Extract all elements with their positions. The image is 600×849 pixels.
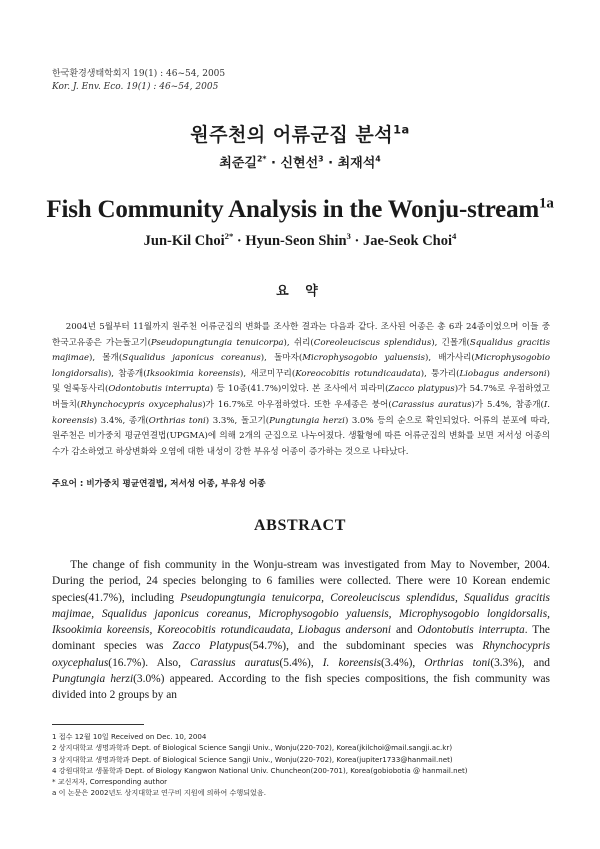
text-run: (3.0%) appeared. According to the fish species compositions, the fish community was divided into 2 groups by an: [52, 673, 550, 702]
text-run: (3.4%),: [381, 656, 425, 669]
korean-title: [0, 120, 600, 147]
footnote-line: a 이 논문은 2002년도 상지대학교 연구비 지원에 의하여 수행되었음.: [52, 788, 267, 798]
author-affiliation-mark: 3: [318, 154, 324, 164]
footnote-line: 2 상지대학교 생명과학과 Dept. of Biological Science Sangji Univ., Wonju(220-702), Korea(jkilchoi@mail.sangji.ac.kr): [52, 743, 453, 753]
species-name: Koreocobitis rotundicaudata: [295, 368, 421, 379]
species-name: Squalidus japonicus coreanus: [122, 353, 261, 364]
text-run: ), 퉁가리(: [420, 368, 460, 379]
english-abstract: [52, 557, 550, 704]
species-name: Coreoleuciscus splendidus: [313, 337, 432, 348]
author-separator: ·: [350, 233, 363, 249]
author-name: Hyun-Seon Shin: [245, 233, 347, 249]
journal-citation-english: Kor. J. Env. Eco. 19(1) : 46~54, 2005: [52, 82, 219, 92]
species-name: Odontobutis interrupta: [108, 384, 210, 395]
korean-abstract: [52, 320, 550, 460]
author-separator: ·: [233, 233, 246, 249]
text-run: and: [391, 624, 418, 637]
species-name: Pseudopungtungia tenuicorpa, Coreoleuciscus splendidus, Squalidus gracitis majimae, Squalidus japonicus coreanus, Microphysogobio yaluensis, Microphysogobio longidorsalis, Iksookimia koreensis, Koreocobitis rotundicaudata, Liobagus andersoni: [52, 591, 550, 637]
journal-citation: [52, 68, 225, 94]
author-name: Jun-Kil Choi: [143, 233, 225, 249]
footnote-line: 3 상지대학교 생명과학과 Dept. of Biological Science Sangji Univ., Wonju(220-702), Korea(jupiter1733@hanmail.net): [52, 754, 453, 764]
text-run: 2004년 5월부터 11월까지 원주천 어류군집의 변화를 조사한 결과는 다음과 같다. 조사된 어종은 총 6과 24종이었으며 이들 중 한국고유종은 가는돌고기(: [52, 322, 550, 348]
text-run: (54.7%), and the subdominant species was: [249, 640, 483, 653]
species-name: Squalidus gracitis majimae: [52, 337, 550, 364]
species-name: Pseudopungtungia tenuicorpa: [150, 337, 284, 348]
species-name: Pungtungia herzi: [269, 415, 345, 426]
species-name: Zacco Platypus: [172, 640, 250, 653]
species-name: Carassius auratus: [190, 656, 280, 669]
footnote-line: 1 접수 12월 10일 Received on Dec. 10, 2004: [52, 732, 207, 741]
korean-abstract-paragraph: [52, 320, 550, 460]
author-name: Jae-Seok Choi: [362, 233, 453, 249]
species-name: Orthrias toni: [148, 415, 206, 426]
english-title-text: Fish Community Analysis in the Wonju-stream: [46, 196, 540, 223]
text-run: ), 새코미꾸리(: [239, 368, 296, 379]
text-run: )가 54.7%로 우점하였고 버들치(: [52, 384, 550, 410]
korean-title-text: 원주천의 어류군집 분석: [190, 124, 394, 146]
text-run: (3.3%), and: [490, 656, 550, 669]
journal-citation-korean: 한국환경생태학회지 19(1) : 46~54, 2005: [52, 69, 226, 79]
text-run: (5.4%),: [279, 656, 323, 669]
text-run: ), 몰개(: [89, 353, 123, 364]
text-run: (16.7%). Also,: [108, 656, 191, 669]
species-name: Orthrias toni: [424, 656, 491, 669]
species-name: Rhynchocypris oxycephalus: [80, 399, 203, 410]
footnote-line: * 교신저자, Corresponding author: [52, 777, 168, 787]
author-separator: ·: [323, 156, 338, 171]
species-name: Rhynchocypris oxycephalus: [52, 640, 551, 669]
text-run: The change of fish community in the Wonju-stream was investigated from May to November, 2004. During the period, 24 species belonging to 6 families were collected. There were 10 Korean endemic species(41.7%), including: [52, 559, 550, 604]
author-affiliation-mark: 3: [346, 231, 351, 242]
korean-keywords: 주요어 : 비가중치 평균연결법, 저서성 어종, 부유성 어종: [52, 479, 266, 489]
author-separator: ·: [266, 156, 281, 171]
species-name: I. koreensis: [52, 399, 550, 426]
author-name: 신현선: [280, 156, 319, 171]
species-name: I. koreensis: [322, 656, 382, 669]
abstract-heading: ABSTRACT: [254, 517, 346, 534]
species-name: Odontobutis interrupta: [417, 624, 525, 637]
text-run: ) 및 얼룩동사리(: [52, 368, 551, 395]
species-name: Iksookimia koreensis: [146, 368, 240, 379]
text-run: ), 돌마자(: [260, 353, 303, 364]
author-affiliation-mark: 4: [452, 231, 457, 242]
english-title-footnote-mark: 1a: [539, 195, 554, 212]
author-affiliation-mark: 2*: [256, 154, 267, 164]
species-name: Microphysogobio longidorsalis: [52, 353, 550, 379]
text-run: ), 참종개(: [107, 368, 147, 379]
author-affiliation-mark: 2*: [224, 231, 234, 242]
footnote-divider: [52, 724, 144, 725]
species-name: Carassius auratus: [391, 399, 472, 410]
text-run: )가 5.4%, 참종개(: [471, 399, 544, 410]
author-name: 최재석: [337, 156, 376, 171]
species-name: Liobagus andersoni: [459, 368, 547, 379]
text-run: ), 긴몰개(: [431, 337, 470, 348]
english-abstract-paragraph: [52, 557, 550, 704]
author-affiliation-mark: 4: [375, 154, 381, 164]
english-title: [0, 196, 600, 224]
author-name: 최준길: [219, 156, 257, 171]
text-run: ), 배가사리(: [425, 353, 475, 364]
text-run: ) 3.3%, 돌고기(: [205, 415, 270, 426]
text-run: )가 16.7%로 아우점하였다. 또한 우세종은 붕어(: [202, 399, 392, 410]
text-run: ) 등 10종(41.7%)이었다. 본 조사에서 피라미(: [209, 384, 389, 395]
text-run: ) 3.0% 등의 순으로 확인되었다. 어류의 분포에 따라, 원주천은 비가중치 평균연결법(UPGMA)에 의해 2개의 군집으로 나누어졌다. 생활형에 따른 어류군집의 변화를 보면 저서성 어종의 수가 감소하였고 하상변화와 오염에 대한 내성이 강한 부유성 어종이 증가하는 것으로 나타났다.: [52, 415, 550, 457]
species-name: Zacco platypus: [388, 384, 455, 395]
species-name: Pungtungia herzi: [52, 673, 134, 686]
korean-title-footnote-mark: 1a: [393, 122, 410, 137]
korean-authors: [0, 152, 600, 171]
text-run: ), 쉬리(: [283, 337, 314, 348]
text-run: . The dominant species was: [52, 624, 550, 653]
footnotes: [52, 731, 550, 799]
footnote-line: 4 강원대학교 생물학과 Dept. of Biology Kangwon National Univ. Chuncheon(200-701), Korea(gobiobotia @ hanmail.net): [52, 765, 468, 775]
korean-abstract-heading: 요 약: [276, 284, 324, 299]
text-run: ) 3.4%, 종개(: [93, 415, 149, 426]
species-name: Microphysogobio yaluensis: [302, 353, 426, 364]
english-authors: [0, 233, 600, 250]
